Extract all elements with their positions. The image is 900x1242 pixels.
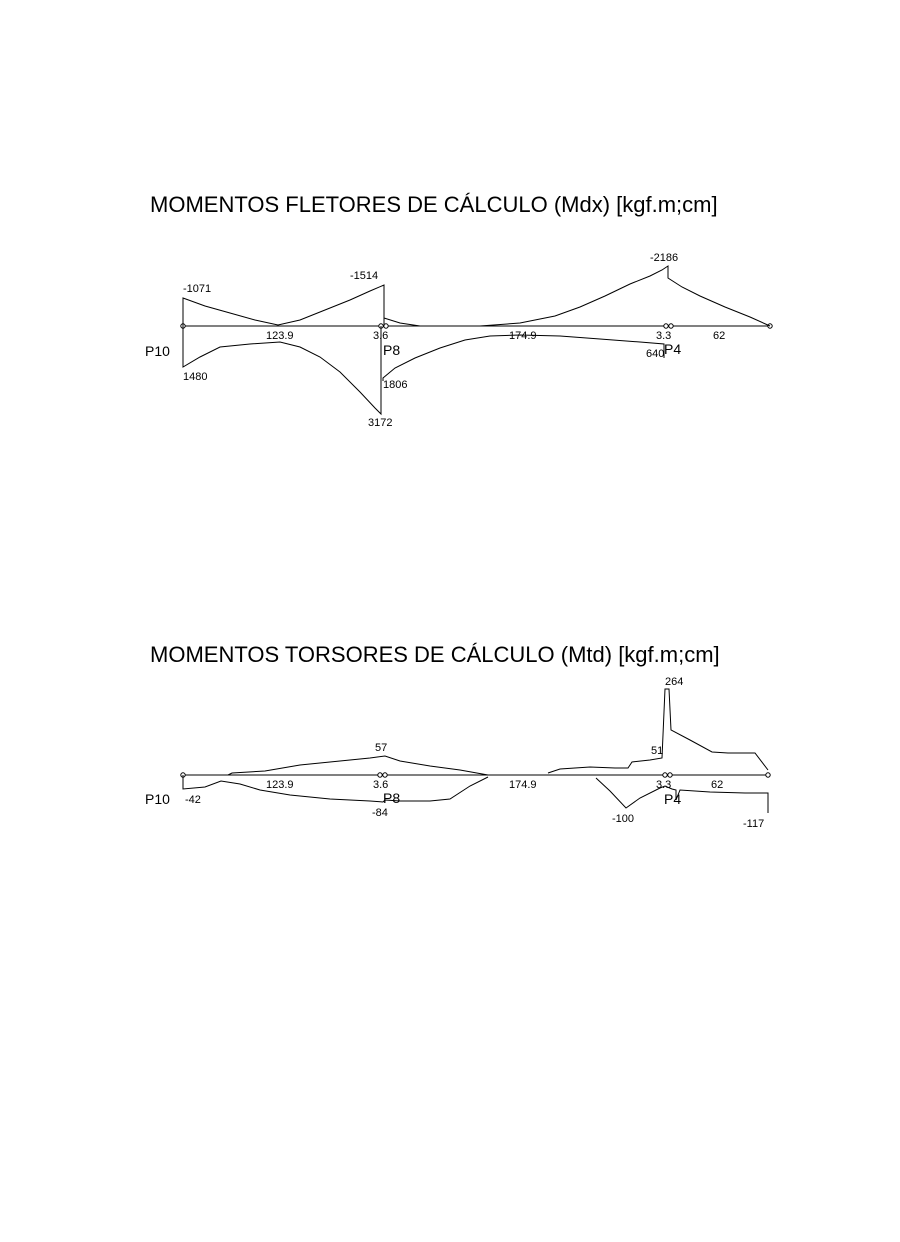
span-length-label: 123.9 <box>266 779 294 791</box>
torsion-value-label: -42 <box>185 794 201 806</box>
support-label: P8 <box>383 790 401 806</box>
node-p4-left <box>663 773 667 777</box>
moment-value-label: 1480 <box>183 371 208 383</box>
support-label: P8 <box>383 342 401 358</box>
diagram-title: MOMENTOS FLETORES DE CÁLCULO (Mdx) [kgf.m;cm] <box>150 192 718 217</box>
support-label: P4 <box>664 791 682 807</box>
support-label: P10 <box>145 343 170 359</box>
torsion-value-label: -84 <box>372 807 388 819</box>
torsion-value-label: 57 <box>375 742 388 754</box>
span-length-label: 3.3 <box>656 779 672 791</box>
node-p4-right <box>668 773 672 777</box>
span-length-label: 123.9 <box>266 330 294 342</box>
support-label: P4 <box>664 341 682 357</box>
support-label: P10 <box>145 791 170 807</box>
positive-moment-curve <box>183 326 664 414</box>
moment-value-label: -2186 <box>650 252 679 264</box>
torsion-value-label: -100 <box>612 813 635 825</box>
node-p8-left <box>378 773 382 777</box>
span-length-label: 62 <box>711 779 724 791</box>
span-length-label: 174.9 <box>509 330 537 342</box>
diagram-title: MOMENTOS TORSORES DE CÁLCULO (Mtd) [kgf.m;cm] <box>150 642 720 667</box>
support-labels <box>145 341 681 359</box>
node-p4-right <box>669 324 673 328</box>
span-length-label: 3.6 <box>373 779 389 791</box>
node-p8-right <box>383 773 387 777</box>
moment-value-label: -1514 <box>350 270 379 282</box>
node-end <box>766 773 770 777</box>
node-p4-left <box>664 324 668 328</box>
positive-torsion-curve <box>228 689 768 775</box>
moment-value-labels <box>183 252 678 429</box>
negative-moment-curve <box>183 266 770 326</box>
span-length-label: 62 <box>713 330 726 342</box>
span-length-label: 174.9 <box>509 779 537 791</box>
bending-moment-diagram <box>145 192 772 429</box>
moment-value-label: 1806 <box>383 379 408 391</box>
moment-value-label: 3172 <box>368 417 393 429</box>
torsion-value-label: -117 <box>743 818 765 830</box>
moment-value-label: -1071 <box>183 283 212 295</box>
moment-value-label: 640 <box>646 348 665 360</box>
span-length-labels <box>266 779 723 791</box>
span-length-label: 3.3 <box>656 330 672 342</box>
torsion-value-label: 51 <box>651 745 664 757</box>
torsion-moment-diagram <box>145 642 770 830</box>
support-labels <box>145 790 681 807</box>
span-length-label: 3.6 <box>373 330 389 342</box>
torsion-value-label: 264 <box>665 676 684 688</box>
